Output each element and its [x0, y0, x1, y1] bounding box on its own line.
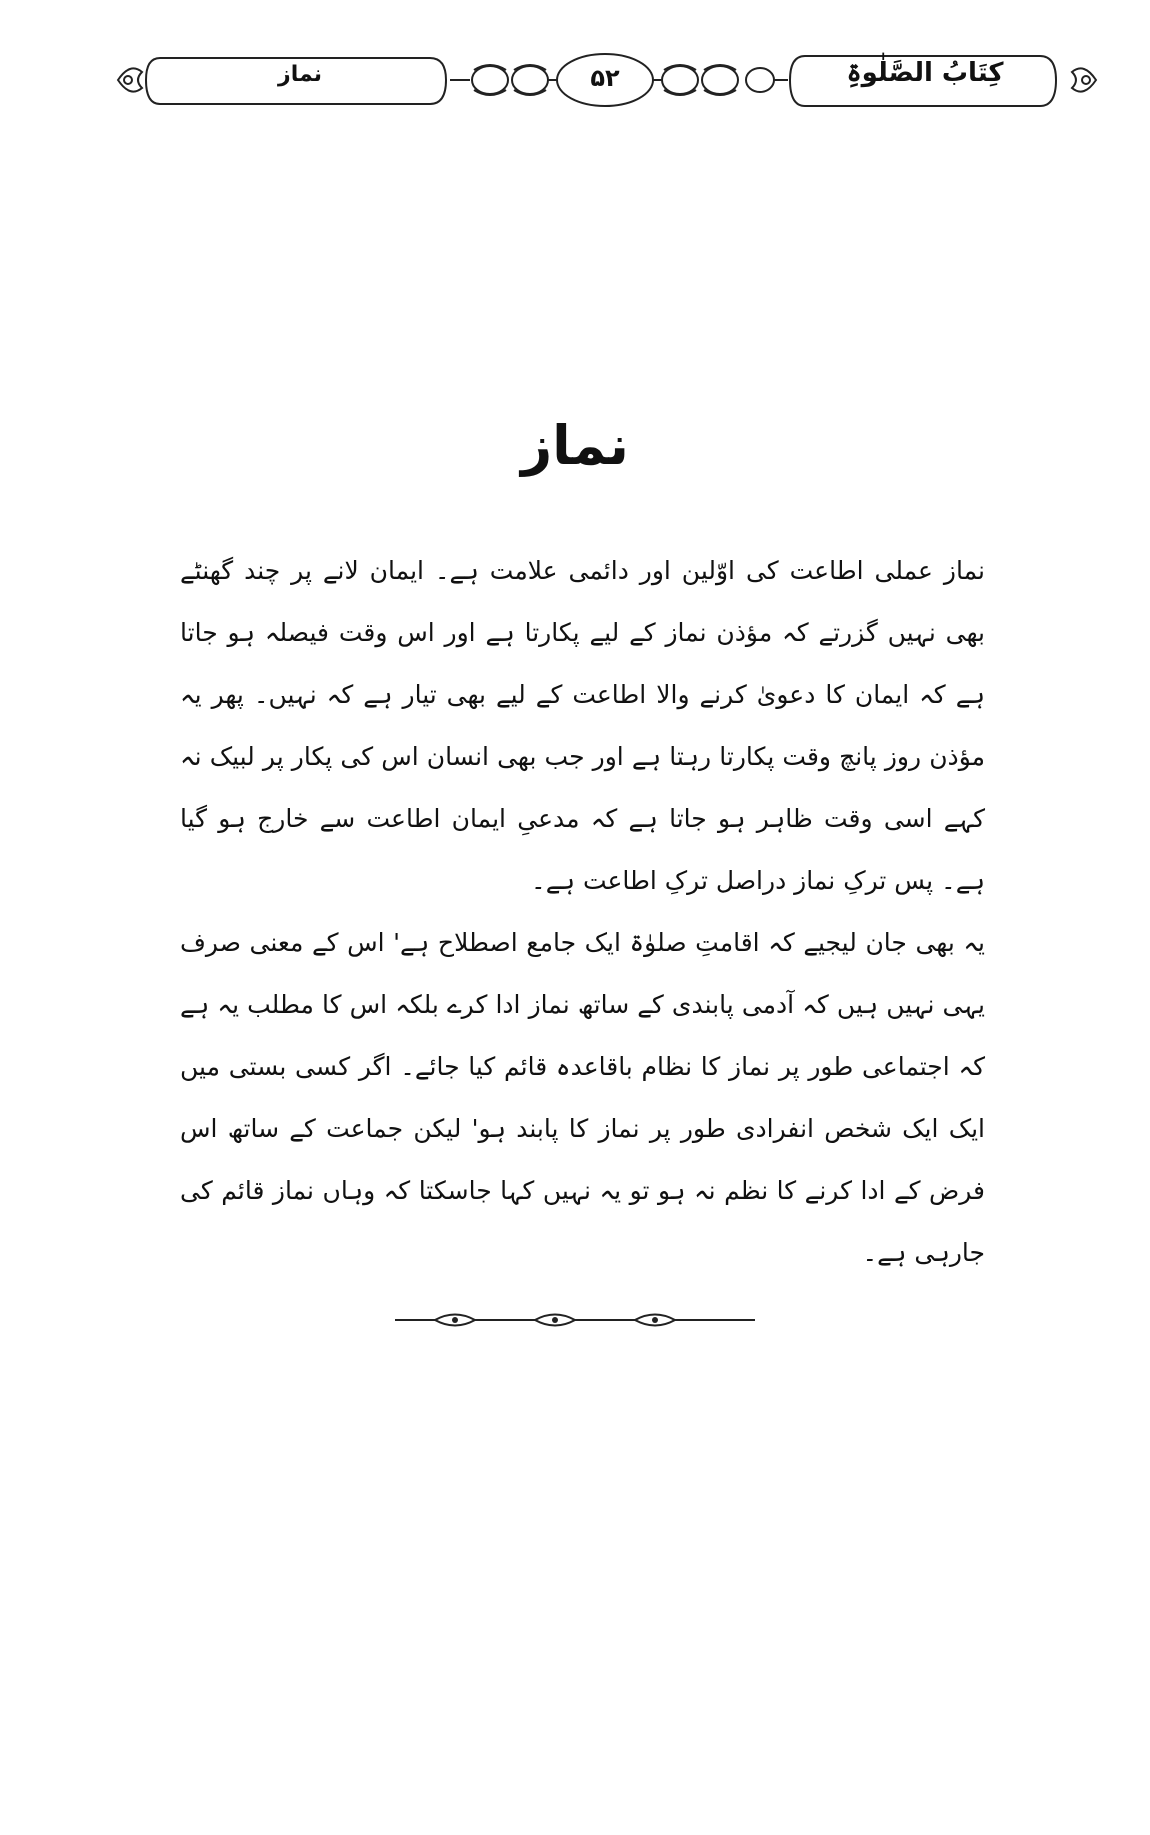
chapter-heading: نماز	[521, 414, 629, 478]
page-number: ۵۲	[590, 64, 620, 92]
running-title: نماز	[278, 62, 322, 87]
page-header	[0, 0, 1150, 140]
paragraph-2: یہ بھی جان لیجیے کہ اقامتِ صلوٰۃ ایک جامع اصطلاح ہے' اس کے معنی صرف یہی نہیں ہیں کہ آدمی پابندی کے ساتھ نماز ادا کرے بلکہ اس کا مطلب یہ ہے کہ اجتماعی طور پر نماز کا نظام باقاعدہ قائم کیا جائے۔ اگر کسی بستی میں ایک ایک شخص انفرادی طور پر نماز کا پابند ہو' لیکن جماعت کے ساتھ اس فرض کے ادا کرنے کا نظم نہ ہو تو یہ نہیں کہا جاسکتا کہ وہاں نماز قائم کی جارہی ہے۔	[180, 928, 985, 1267]
book-title: کِتَابُ الصَّلٰوۃِ	[846, 58, 1004, 88]
body-text	[180, 540, 985, 1284]
end-ornament-divider	[395, 1305, 755, 1335]
paragraph-1: نماز عملی اطاعت کی اوّلین اور دائمی علامت ہے۔ ایمان لانے پر چند گھنٹے بھی نہیں گزرتے کہ مؤذن نماز کے لیے پکارتا ہے اور اس وقت فیصلہ ہو جاتا ہے کہ ایمان کا دعویٰ کرنے والا اطاعت کے لیے بھی تیار ہے کہ نہیں۔ پھر یہ مؤذن روز پانچ وقت پکارتا رہتا ہے اور جب بھی انسان اس کی پکار پر لبیک نہ کہے اسی وقت ظاہر ہو جاتا ہے کہ مدعیِ ایمان اطاعت سے خارج ہو گیا ہے۔ پس ترکِ نماز دراصل ترکِ اطاعت ہے۔	[180, 556, 985, 895]
